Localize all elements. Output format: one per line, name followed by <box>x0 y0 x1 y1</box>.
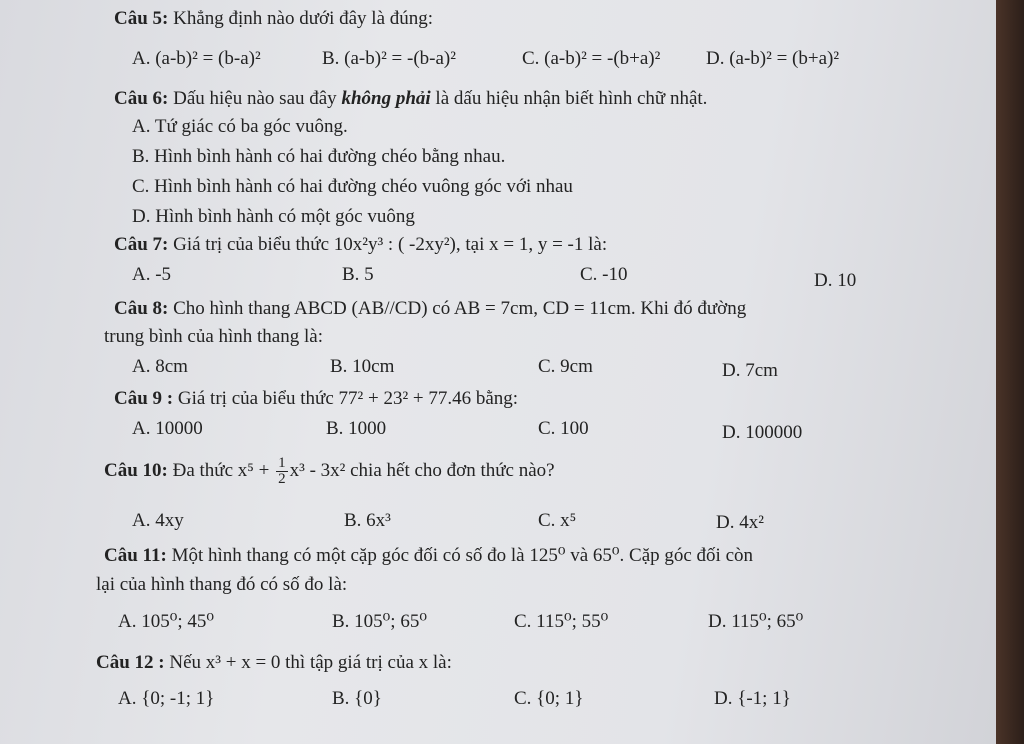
question-label: Câu 8: <box>114 298 169 319</box>
question-12-stem <box>96 652 452 674</box>
question-9-stem <box>114 388 518 410</box>
question-label: Câu 5: <box>114 8 169 29</box>
question-label: Câu 10: <box>104 459 168 481</box>
option-a: A. 105⁰; 45⁰ <box>118 611 214 632</box>
option-a: A. {0; -1; 1} <box>118 688 215 709</box>
option-a: A. 4xy <box>132 510 184 531</box>
question-label: Câu 6: <box>114 88 169 109</box>
question-text: Cho hình thang ABCD (AB//CD) có AB = 7cm, CD = 11cm. Khi đó đường <box>168 298 747 319</box>
question-6-stem <box>114 88 707 110</box>
question-8-stem-continued: trung bình của hình thang là: <box>104 326 323 347</box>
question-10-stem <box>104 456 555 487</box>
option-d: D. 4x² <box>716 512 764 533</box>
question-label: Câu 12 : <box>96 652 165 673</box>
question-text: Nếu x³ + x = 0 thì tập giá trị của x là: <box>164 652 452 673</box>
option-c: C. 115⁰; 55⁰ <box>514 611 609 632</box>
question-text: Dấu hiệu nào sau đây <box>168 88 342 109</box>
question-11-stem <box>104 544 753 567</box>
option-b: B. 10cm <box>330 356 395 377</box>
option-c: C. -10 <box>580 264 628 285</box>
option-a: A. -5 <box>132 264 172 285</box>
question-7-stem <box>114 234 607 256</box>
option-c: C. x⁵ <box>538 510 577 531</box>
question-text: Giá trị của biểu thức 77² + 23² + 77.46 bằng: <box>173 388 519 409</box>
option-b: B. 5 <box>342 264 374 285</box>
option-d: D. 100000 <box>722 422 803 443</box>
option-b: B. 6x³ <box>344 510 391 531</box>
option-a: A. (a-b)² = (b-a)² <box>132 48 261 69</box>
option-b: B. (a-b)² = -(b-a)² <box>322 48 456 69</box>
fraction-denominator: 2 <box>278 471 286 487</box>
option-c: C. 9cm <box>538 356 593 377</box>
option-d: D. {-1; 1} <box>714 688 791 709</box>
question-text: Khẳng định nào dưới đây là đúng: <box>168 8 434 29</box>
question-text: x³ - 3x² chia hết cho đơn thức nào? <box>289 459 555 481</box>
question-5-stem <box>114 8 433 30</box>
question-text: Một hình thang có một cặp góc đối có số đo là 125⁰ và 65⁰. Cặp góc đối còn <box>166 545 754 566</box>
question-label: Câu 9 : <box>114 388 174 409</box>
option-c: C. (a-b)² = -(b+a)² <box>522 48 661 69</box>
option-d: D. Hình bình hành có một góc vuông <box>132 206 415 227</box>
option-a: A. 10000 <box>132 418 203 439</box>
question-8-stem <box>114 298 746 320</box>
option-b: B. 1000 <box>326 418 387 439</box>
option-d: D. (a-b)² = (b+a)² <box>706 48 840 69</box>
option-d: D. 115⁰; 65⁰ <box>708 611 804 632</box>
question-text: là dấu hiệu nhận biết hình chữ nhật. <box>430 88 708 109</box>
question-label: Câu 11: <box>104 545 167 566</box>
question-text: Đa thức x⁵ + <box>167 459 275 481</box>
question-11-stem-continued: lại của hình thang đó có số đo là: <box>96 574 348 595</box>
option-b: B. Hình bình hành có hai đường chéo bằng nhau. <box>132 146 506 167</box>
option-b: B. {0} <box>332 688 382 709</box>
option-b: B. 105⁰; 65⁰ <box>332 611 427 632</box>
emphasis-text: không phải <box>341 88 431 109</box>
fraction <box>276 456 288 487</box>
fraction-numerator: 1 <box>278 455 286 471</box>
option-c: C. {0; 1} <box>514 688 584 709</box>
option-a: A. 8cm <box>132 356 188 377</box>
option-d: D. 7cm <box>722 360 778 381</box>
option-d: D. 10 <box>814 270 857 291</box>
question-label: Câu 7: <box>114 234 169 255</box>
option-a: A. Tứ giác có ba góc vuông. <box>132 116 348 137</box>
background-edge <box>996 0 1024 744</box>
option-c: C. 100 <box>538 418 589 439</box>
option-c: C. Hình bình hành có hai đường chéo vuông góc với nhau <box>132 176 573 197</box>
question-text: Giá trị của biểu thức 10x²y³ : ( -2xy²), tại x = 1, y = -1 là: <box>168 234 608 255</box>
